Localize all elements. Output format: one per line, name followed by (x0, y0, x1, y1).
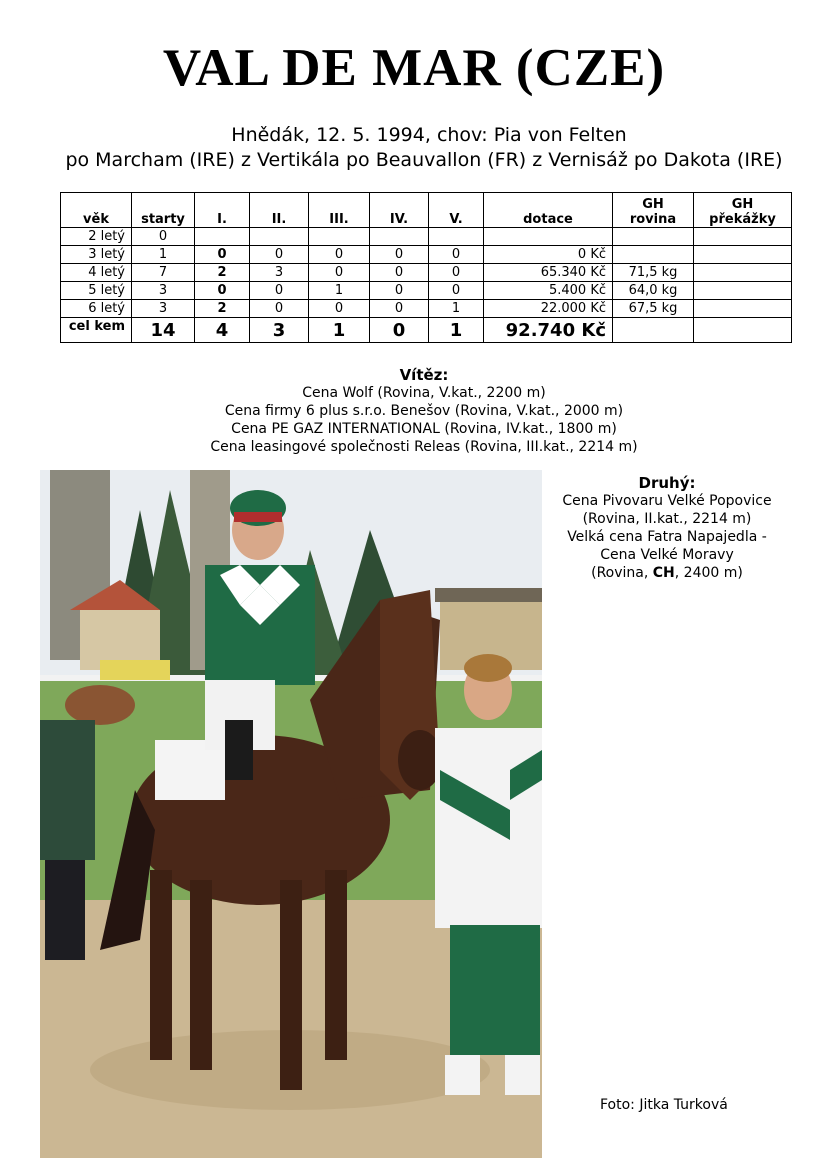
second-race-line: Cena Velké Moravy (600, 547, 734, 563)
table-cell (309, 228, 370, 246)
table-cell: 0 (370, 246, 429, 264)
col-header-second: II. (250, 193, 309, 228)
table-cell: 64,0 kg (613, 282, 694, 300)
table-cell: 0 (250, 246, 309, 264)
second-heading: Druhý: (638, 474, 696, 492)
table-cell: 0 Kč (484, 246, 613, 264)
table-cell (694, 318, 792, 343)
table-cell: 1 (132, 246, 195, 264)
table-cell (694, 282, 792, 300)
second-race-line: Cena Pivovaru Velké Popovice (562, 493, 772, 509)
table-cell: 5 letý (61, 282, 132, 300)
table-cell: 0 (429, 264, 484, 282)
col-header-prize: dotace (484, 193, 613, 228)
col-header-age: věk (61, 193, 132, 228)
col-header-fourth: IV. (370, 193, 429, 228)
table-cell (370, 228, 429, 246)
second-place-section (548, 474, 786, 582)
table-cell: 0 (195, 246, 250, 264)
table-cell: 4 letý (61, 264, 132, 282)
table-cell (613, 246, 694, 264)
table-cell (694, 300, 792, 318)
table-cell: 0 (370, 300, 429, 318)
col-header-starts: starty (132, 193, 195, 228)
table-cell: 14 (132, 318, 195, 343)
table-cell: 0 (250, 300, 309, 318)
pedigree: po Marcham (IRE) z Vertikála po Beauvallon (FR) z Vernisáž po Dakota (IRE) (65, 149, 783, 171)
table-row (61, 246, 792, 264)
table-row (61, 264, 792, 282)
table-cell: 0 (195, 282, 250, 300)
table-cell: 2 letý (61, 228, 132, 246)
table-cell: 3 (250, 318, 309, 343)
second-race-line: Velká cena Fatra Napajedla - (567, 529, 767, 545)
table-cell: 0 (309, 246, 370, 264)
winner-race: Cena Wolf (Rovina, V.kat., 2200 m) (302, 385, 546, 401)
table-cell: 1 (429, 318, 484, 343)
table-cell: 0 (370, 318, 429, 343)
table-cell: 71,5 kg (613, 264, 694, 282)
second-race-line (548, 564, 786, 582)
col-header-third: III. (309, 193, 370, 228)
col-header-fifth: V. (429, 193, 484, 228)
table-header-row (61, 193, 792, 228)
table-cell: 3 letý (61, 246, 132, 264)
table-row (61, 228, 792, 246)
table-total-row (61, 318, 792, 343)
table-cell: 22.000 Kč (484, 300, 613, 318)
page-title: VAL DE MAR (CZE) (162, 39, 666, 97)
table-cell: 3 (250, 264, 309, 282)
winner-section (0, 366, 828, 456)
table-cell: 1 (309, 318, 370, 343)
table-cell: 65.340 Kč (484, 264, 613, 282)
col-header-first: I. (195, 193, 250, 228)
table-cell: 3 (132, 282, 195, 300)
table-cell: 2 (195, 300, 250, 318)
race-stats-table (60, 192, 792, 343)
table-cell: 6 letý (61, 300, 132, 318)
col-header-gh-flat: GH rovina (613, 193, 694, 228)
table-cell: 0 (429, 246, 484, 264)
table-cell: 1 (429, 300, 484, 318)
table-cell: 5.400 Kč (484, 282, 613, 300)
table-cell: 0 (370, 282, 429, 300)
table-cell: 0 (250, 282, 309, 300)
table-cell: 0 (429, 282, 484, 300)
table-cell: 7 (132, 264, 195, 282)
table-cell: 0 (132, 228, 195, 246)
table-cell (429, 228, 484, 246)
winner-race: Cena firmy 6 plus s.r.o. Benešov (Rovina, V.kat., 2000 m) (224, 403, 624, 419)
second-race-line: (Rovina, II.kat., 2214 m) (582, 511, 752, 527)
table-cell: 4 (195, 318, 250, 343)
table-cell: 0 (309, 300, 370, 318)
table-cell (694, 246, 792, 264)
second-race-text: (Rovina, (591, 565, 653, 581)
second-race-text: , 2400 m) (674, 565, 743, 581)
table-row (61, 300, 792, 318)
table-cell (484, 228, 613, 246)
winner-race: Cena leasingové společnosti Releas (Rovina, III.kat., 2214 m) (210, 439, 638, 455)
winner-heading: Vítěz: (399, 366, 449, 384)
horse-photo (40, 470, 542, 1158)
table-row (61, 282, 792, 300)
col-header-gh-jumps: GH překážky (694, 193, 792, 228)
photo-credit: Foto: Jitka Turková (600, 1097, 728, 1113)
table-cell (195, 228, 250, 246)
table-cell (694, 228, 792, 246)
table-cell: 2 (195, 264, 250, 282)
table-cell: 3 (132, 300, 195, 318)
table-cell (613, 228, 694, 246)
horse-details: Hnědák, 12. 5. 1994, chov: Pia von Felten (231, 124, 627, 146)
second-race-category: CH (652, 565, 675, 581)
table-cell: 1 (309, 282, 370, 300)
table-cell (694, 264, 792, 282)
table-cell: 0 (309, 264, 370, 282)
table-cell: 92.740 Kč (484, 318, 613, 343)
table-cell: 67,5 kg (613, 300, 694, 318)
winner-race: Cena PE GAZ INTERNATIONAL (Rovina, IV.kat., 1800 m) (231, 421, 617, 437)
table-cell: cel kem (61, 318, 132, 343)
table-cell (613, 318, 694, 343)
table-cell (250, 228, 309, 246)
table-cell: 0 (370, 264, 429, 282)
